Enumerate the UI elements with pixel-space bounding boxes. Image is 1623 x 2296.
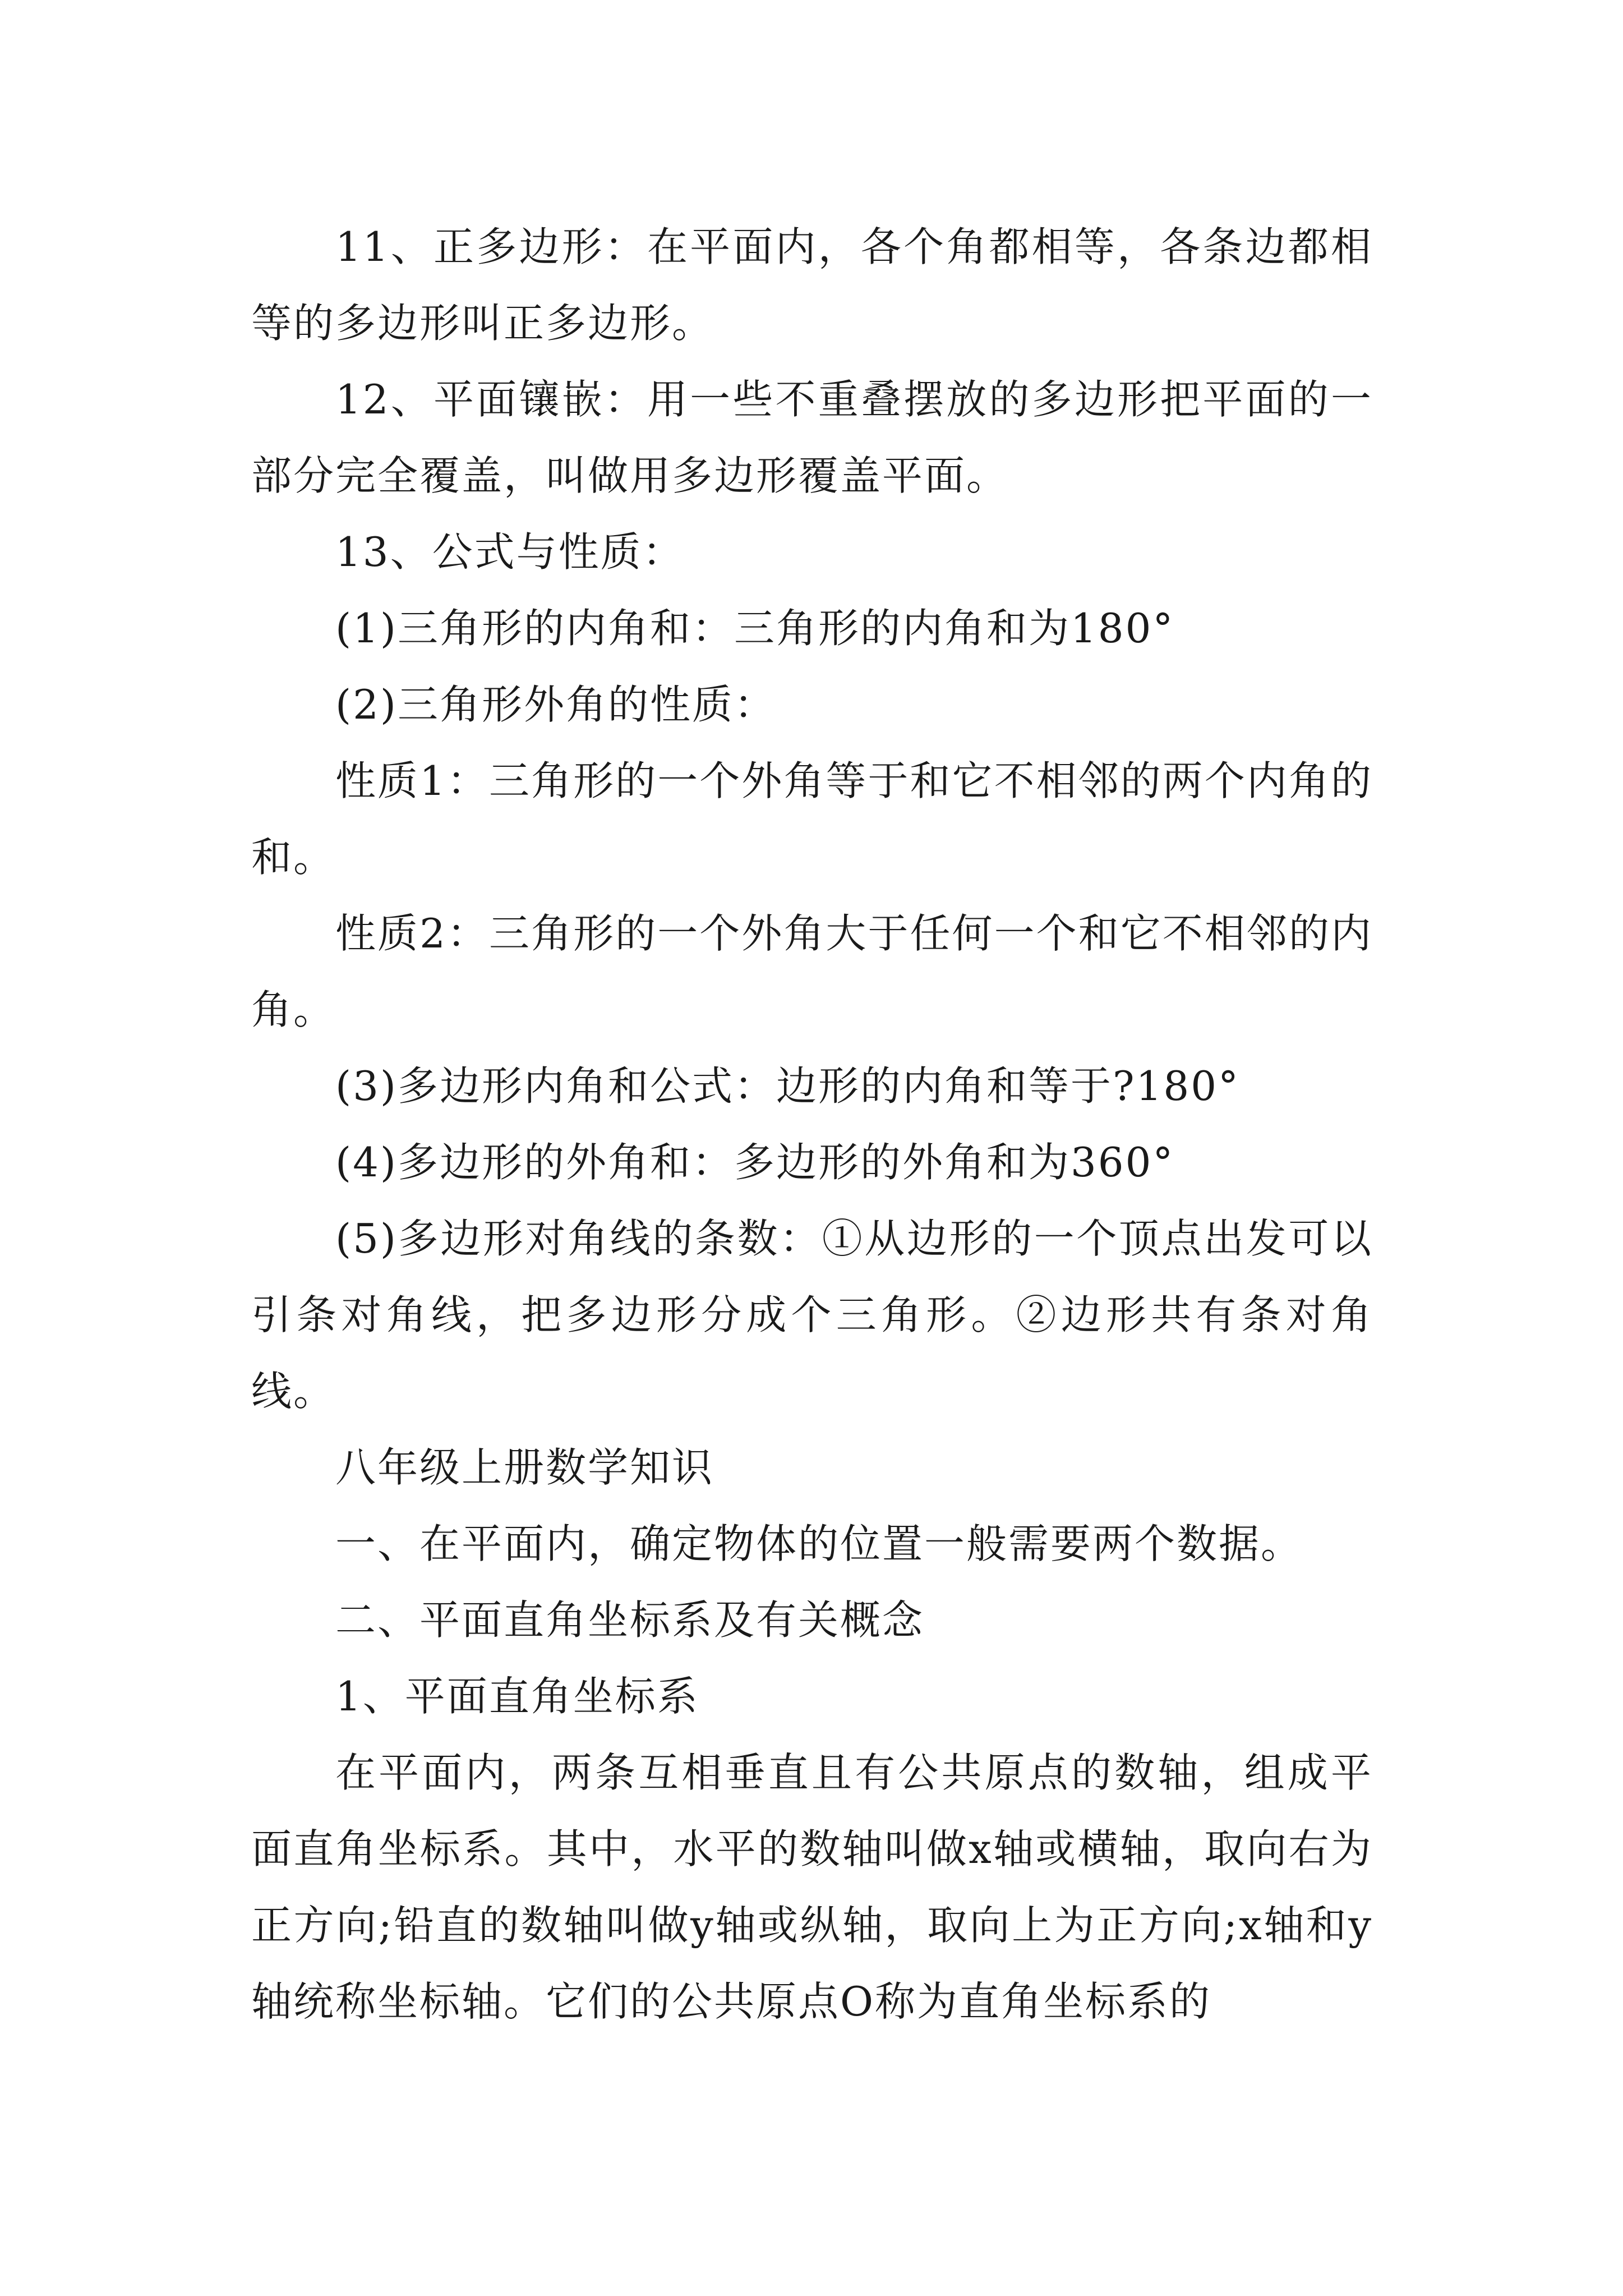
paragraph-coordinate-subheading: 1、平面直角坐标系 (335, 1673, 699, 1720)
paragraph-coordinate-definition: 在平面内，两条互相垂直且有公共原点的数轴，组成平面直角坐标系。其中，水平的数轴叫做x轴或横轴，取向右为正方向;铅直的数轴叫做y轴或纵轴，取向上为正方向;x轴和y轴统称坐标轴。它们的公共原点O称为直角坐标系的 (251, 1749, 1373, 2025)
paragraph-formulas-heading: 13、公式与性质： (335, 528, 685, 576)
paragraph-plane-tessellation: 12、平面镶嵌：用一些不重叠摆放的多边形把平面的一部分完全覆盖，叫做用多边形覆盖平面。 (251, 376, 1373, 499)
paragraph-exterior-angle-heading: (2)三角形外角的性质： (335, 681, 776, 728)
paragraph-polygon-interior-sum: (3)多边形内角和公式：边形的内角和等于?180° (335, 1062, 1241, 1110)
paragraph-regular-polygon: 11、正多边形：在平面内，各个角都相等，各条边都相等的多边形叫正多边形。 (251, 223, 1373, 347)
paragraph-polygon-exterior-sum: (4)多边形的外角和：多边形的外角和为360° (335, 1139, 1175, 1186)
paragraph-property-2: 性质2：三角形的一个外角大于任何一个和它不相邻的内角。 (251, 910, 1373, 1033)
section-heading-grade8-math: 八年级上册数学知识 (335, 1444, 714, 1491)
document-body (251, 209, 1373, 2040)
paragraph-position-data: 一、在平面内，确定物体的位置一般需要两个数据。 (335, 1520, 1303, 1567)
paragraph-diagonal-count: (5)多边形对角线的条数：①从边形的一个顶点出发可以引条对角线，把多边形分成个三角形。②边形共有条对角线。 (251, 1215, 1373, 1415)
paragraph-triangle-angle-sum: (1)三角形的内角和：三角形的内角和为180° (335, 605, 1175, 652)
paragraph-coordinate-heading: 二、平面直角坐标系及有关概念 (335, 1596, 925, 1644)
paragraph-property-1: 性质1：三角形的一个外角等于和它不相邻的两个内角的和。 (251, 757, 1373, 881)
